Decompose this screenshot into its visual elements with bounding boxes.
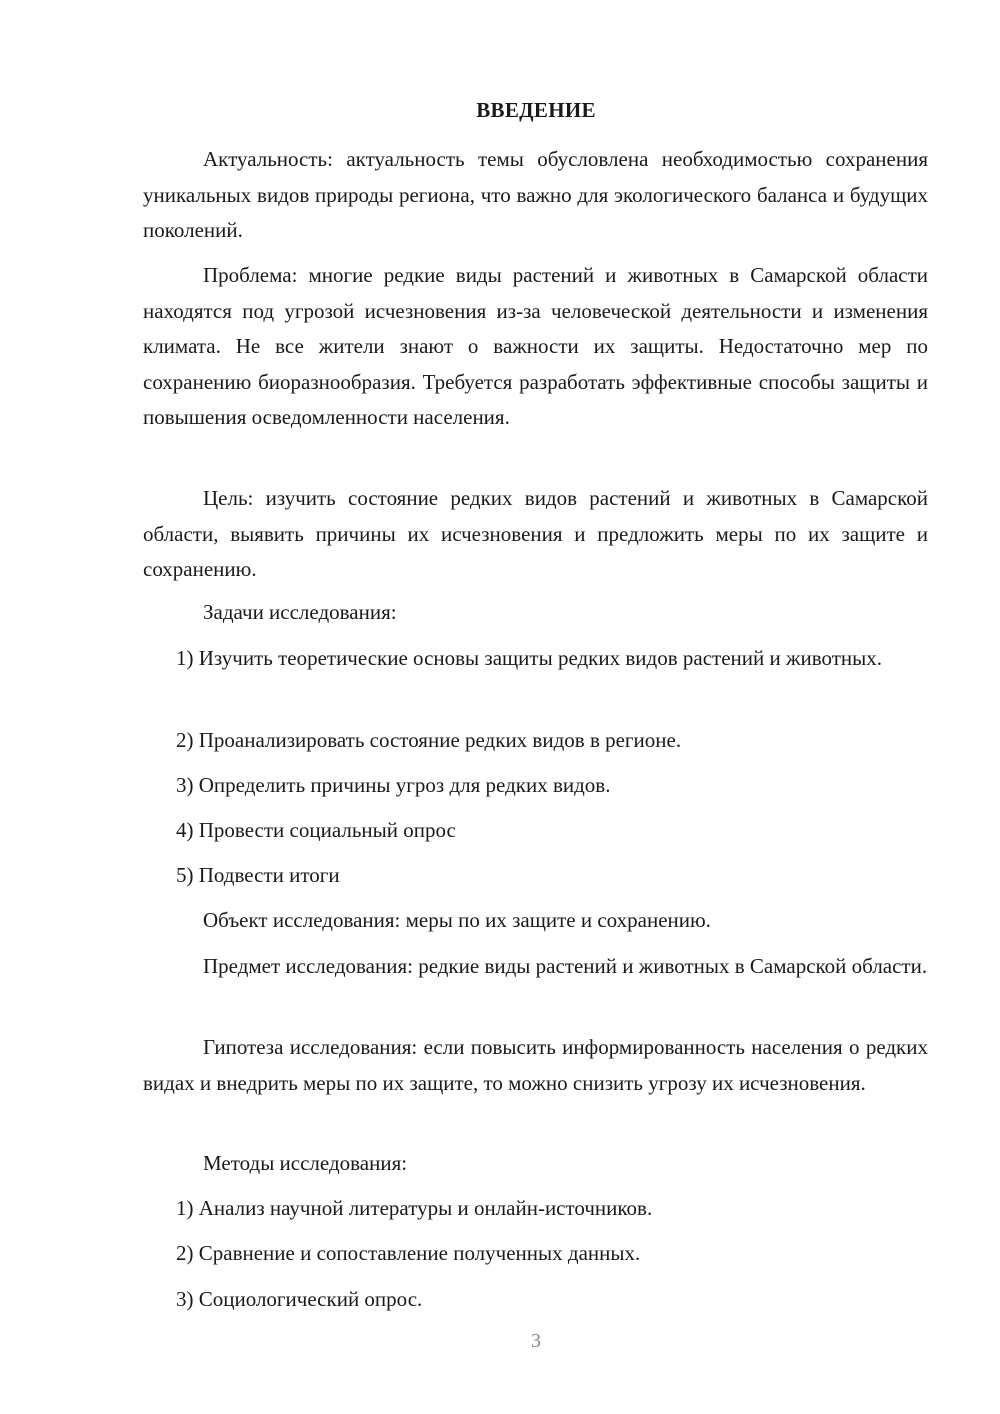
method-item-1: 1) Анализ научной литературы и онлайн-источников. — [176, 1196, 653, 1220]
task-item-5: 5) Подвести итоги — [176, 863, 340, 887]
paragraph-problem: Проблема: многие редкие виды растений и животных в Самарской области находятся под угрозой исчезновения из-за человеческой деятельности и изменения климата. Не все жители знают о важности их защиты. Недостаточно мер по сохранению биоразнообразия. Требуется разработать эффективные способы защиты и повышения осведомленности населения. — [143, 263, 928, 429]
page-title: ВВЕДЕНИЕ — [476, 98, 596, 122]
task-item-4: 4) Провести социальный опрос — [176, 818, 456, 842]
tasks-heading: Задачи исследования: — [203, 600, 397, 624]
paragraph-hypothesis: Гипотеза исследования: если повысить информированность населения о редких видах и внедрить меры по их защите, то можно снизить угрозу их исчезновения. — [143, 1035, 928, 1095]
paragraph-subject: Предмет исследования: редкие виды растений и животных в Самарской области. — [203, 954, 928, 978]
paragraph-goal: Цель: изучить состояние редких видов растений и животных в Самарской области, выявить причины их исчезновения и предложить меры по их защите и сохранению. — [143, 486, 928, 581]
method-item-2: 2) Сравнение и сопоставление полученных данных. — [176, 1241, 641, 1265]
methods-heading: Методы исследования: — [203, 1151, 408, 1175]
paragraph-object: Объект исследования: меры по их защите и сохранению. — [203, 908, 711, 932]
paragraph-relevance: Актуальность: актуальность темы обусловлена необходимостью сохранения уникальных видов природы региона, что важно для экологического баланса и будущих поколений. — [143, 147, 928, 242]
task-item-3: 3) Определить причины угроз для редких видов. — [176, 773, 611, 797]
task-item-1: 1) Изучить теоретические основы защиты редких видов растений и животных. — [176, 646, 882, 670]
method-item-3: 3) Социологический опрос. — [176, 1287, 423, 1311]
page-number: 3 — [531, 1330, 541, 1352]
task-item-2: 2) Проанализировать состояние редких видов в регионе. — [176, 728, 682, 752]
